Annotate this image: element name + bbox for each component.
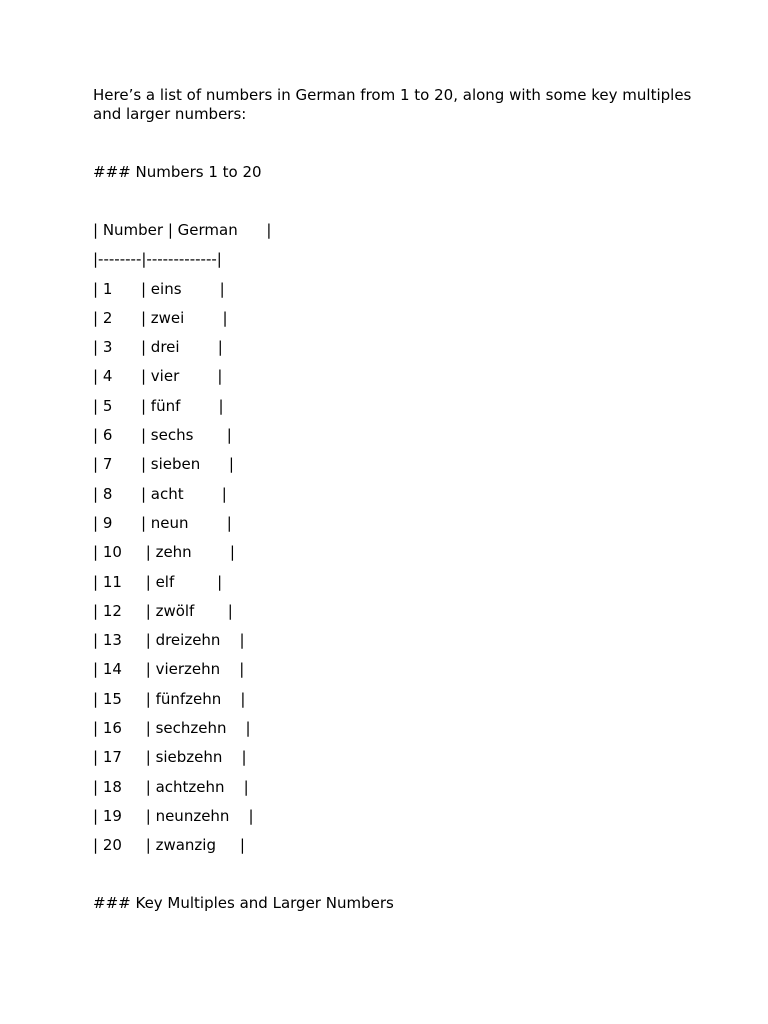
table-row: | 19 | neunzehn |: [93, 806, 254, 825]
table-row: | 6 | sechs |: [93, 426, 232, 445]
table-row: | 3 | drei |: [93, 338, 223, 357]
table-row: | 17 | siebzehn |: [93, 748, 247, 767]
table-row: | 4 | vier |: [93, 367, 223, 386]
table-row: | 20 | zwanzig |: [93, 836, 245, 855]
table-separator-row: |--------|-------------|: [93, 250, 222, 269]
table-row: | 7 | sieben |: [93, 455, 234, 474]
table-row: | 16 | sechzehn |: [93, 719, 251, 738]
table-row: | 10 | zehn |: [93, 543, 235, 562]
table-row: | 18 | achtzehn |: [93, 777, 249, 796]
document-page: [93, 86, 697, 913]
intro-paragraph: Here’s a list of numbers in German from 1 to 20, along with some key multiples and larger numbers:: [93, 86, 697, 123]
table-row: | 9 | neun |: [93, 513, 232, 532]
table-row: | 11 | elf |: [93, 572, 223, 591]
table-row: | 8 | acht |: [93, 484, 227, 503]
numbers-table: [93, 221, 693, 855]
heading-key-multiples: ### Key Multiples and Larger Numbers: [93, 894, 394, 913]
table-row: | 12 | zwölf |: [93, 601, 233, 620]
table-header-row: | Number | German |: [93, 221, 272, 239]
table-row: | 15 | fünfzehn |: [93, 689, 246, 708]
table-row: | 2 | zwei |: [93, 308, 228, 327]
table-row: | 1 | eins |: [93, 279, 225, 298]
table-row: | 5 | fünf |: [93, 396, 224, 415]
table-row: | 13 | dreizehn |: [93, 631, 245, 650]
heading-numbers-1-to-20: ### Numbers 1 to 20: [93, 163, 262, 181]
table-row: | 14 | vierzehn |: [93, 660, 245, 679]
